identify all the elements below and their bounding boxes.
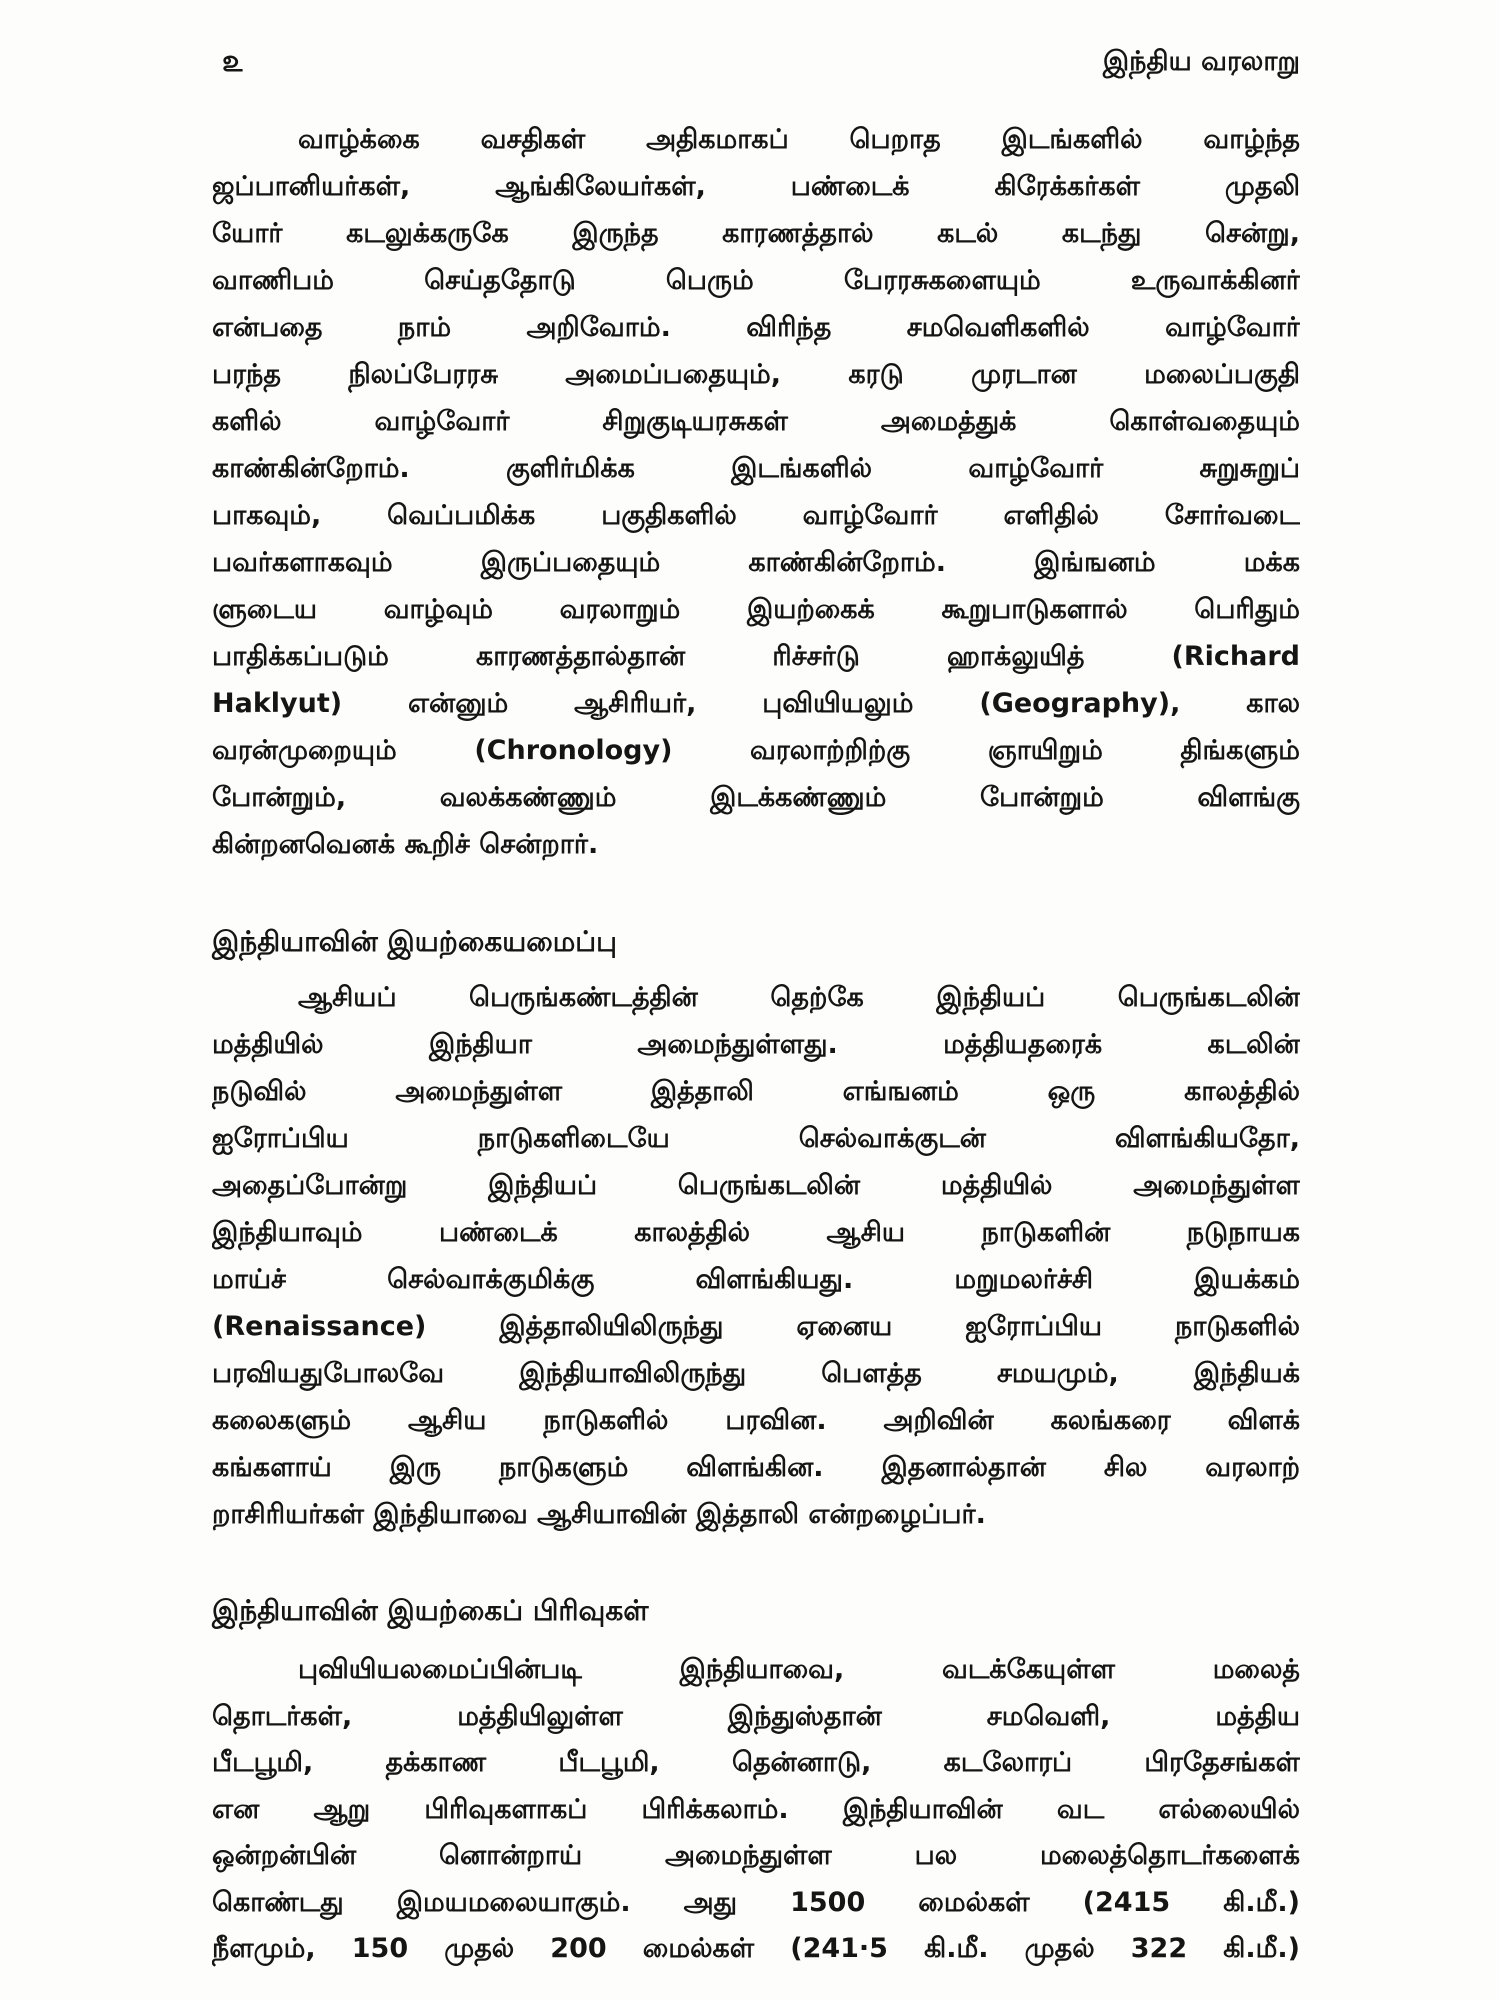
text-line: மத்தியில் இந்தியா அமைந்துள்ளது. மத்தியதரைக் கடலின் <box>212 1029 1300 1060</box>
section-2-paragraph <box>212 1647 1300 1973</box>
text-line: கொண்டது இமயமலையாகும். அது 1500 மைல்கள் (2415 கி.மீ.) <box>212 1886 1300 1918</box>
text-line: யோர் கடலுக்கருகே இருந்த காரணத்தால் கடல் கடந்து சென்று, <box>212 218 1300 249</box>
text-line: நீளமும், 150 முதல் 200 மைல்கள் (241·5 கி.மீ. முதல் 322 கி.மீ.) <box>212 1933 1300 1964</box>
text-line: மாய்ச் செல்வாக்குமிக்கு விளங்கியது. மறுமலர்ச்சி இயக்கம் <box>212 1264 1300 1295</box>
text-line: ஒன்றன்பின் னொன்றாய் அமைந்துள்ள பல மலைத்தொடர்களைக் <box>212 1840 1300 1871</box>
text-line: வாழ்க்கை வசதிகள் அதிகமாகப் பெறாத இடங்களில் வாழ்ந்த <box>298 124 1300 155</box>
text-line: ஜப்பானியர்கள், ஆங்கிலேயர்கள், பண்டைக் கிரேக்கர்கள் முதலி <box>212 171 1300 202</box>
text-line: (Renaissance) இத்தாலியிலிருந்து ஏனைய ஐரோப்பிய நாடுகளில் <box>212 1311 1300 1342</box>
text-line: றாசிரியர்கள் இந்தியாவை ஆசியாவின் இத்தாலி என்றழைப்பர். <box>212 1499 986 1530</box>
text-line: கின்றனவெனக் கூறிச் சென்றார். <box>212 829 599 860</box>
text-line: பவர்களாகவும் இருப்பதையும் காண்கின்றோம். இங்ஙனம் மக்க <box>212 547 1300 578</box>
text-line: ஐரோப்பிய நாடுகளிடையே செல்வாக்குடன் விளங்கியதோ, <box>212 1123 1300 1154</box>
section-1-paragraph <box>212 974 1300 1538</box>
text-line: பரவியதுபோலவே இந்தியாவிலிருந்து பௌத்த சமயமும், இந்தியக் <box>212 1358 1300 1389</box>
text-line: என ஆறு பிரிவுகளாகப் பிரிக்கலாம். இந்தியாவின் வட எல்லையில் <box>212 1793 1300 1825</box>
text-line: பீடபூமி, தக்காண பீடபூமி, தென்னாடு, கடலோரப் பிரதேசங்கள் <box>212 1747 1300 1778</box>
text-line: களில் வாழ்வோர் சிறுகுடியரசுகள் அமைத்துக் கொள்வதையும் <box>212 406 1300 437</box>
text-line: ளுடைய வாழ்வும் வரலாறும் இயற்கைக் கூறுபாடுகளால் பெரிதும் <box>212 594 1300 625</box>
text-line: நடுவில் அமைந்துள்ள இத்தாலி எங்ஙனம் ஒரு காலத்தில் <box>212 1076 1300 1107</box>
text-line: அதைப்போன்று இந்தியப் பெருங்கடலின் மத்தியில் அமைந்துள்ள <box>212 1170 1300 1201</box>
text-line: கங்களாய் இரு நாடுகளும் விளங்கின. இதனால்தான் சில வரலாற் <box>212 1452 1300 1483</box>
text-line: என்பதை நாம் அறிவோம். விரிந்த சமவெளிகளில் வாழ்வோர் <box>212 312 1300 343</box>
text-line: தொடர்கள், மத்தியிலுள்ள இந்துஸ்தான் சமவெளி, மத்திய <box>212 1700 1300 1732</box>
text-line: வரன்முறையும் (Chronology) வரலாற்றிற்கு ஞாயிறும் திங்களும் <box>212 735 1300 766</box>
text-line: காண்கின்றோம். குளிர்மிக்க இடங்களில் வாழ்வோர் சுறுசுறுப் <box>212 453 1300 484</box>
text-line: ஆசியப் பெருங்கண்டத்தின் தெற்கே இந்தியப் பெருங்கடலின் <box>298 982 1300 1013</box>
section-heading: இந்தியாவின் இயற்கையமைப்பு <box>212 925 617 958</box>
text-line: கலைகளும் ஆசிய நாடுகளில் பரவின. அறிவின் கலங்கரை விளக் <box>212 1405 1300 1436</box>
text-line: பாதிக்கப்படும் காரணத்தால்தான் ரிச்சர்டு ஹாக்லுயித் (Richard <box>212 641 1300 672</box>
text-line: இந்தியாவும் பண்டைக் காலத்தில் ஆசிய நாடுகளின் நடுநாயக <box>212 1217 1300 1248</box>
running-head: இந்திய வரலாறு <box>1102 46 1300 77</box>
text-line: புவியியலமைப்பின்படி இந்தியாவை, வடக்கேயுள்ள மலைத் <box>298 1654 1300 1685</box>
text-line: வாணிபம் செய்ததோடு பெரும் பேரரசுகளையும் உருவாக்கினர் <box>212 265 1300 296</box>
text-line: பரந்த நிலப்பேரரசு அமைப்பதையும், கரடு முரடான மலைப்பகுதி <box>212 359 1300 390</box>
section-heading: இந்தியாவின் இயற்கைப் பிரிவுகள் <box>212 1594 649 1627</box>
page-number: ௨ <box>222 43 244 79</box>
text-line: பாகவும், வெப்பமிக்க பகுதிகளில் வாழ்வோர் எளிதில் சோர்வடை <box>212 500 1300 531</box>
intro-paragraph <box>212 116 1300 868</box>
text-line: போன்றும், வலக்கண்ணும் இடக்கண்ணும் போன்றும் விளங்கு <box>212 782 1300 813</box>
text-line: Haklyut) என்னும் ஆசிரியர், புவியியலும் (Geography), கால <box>212 688 1300 719</box>
